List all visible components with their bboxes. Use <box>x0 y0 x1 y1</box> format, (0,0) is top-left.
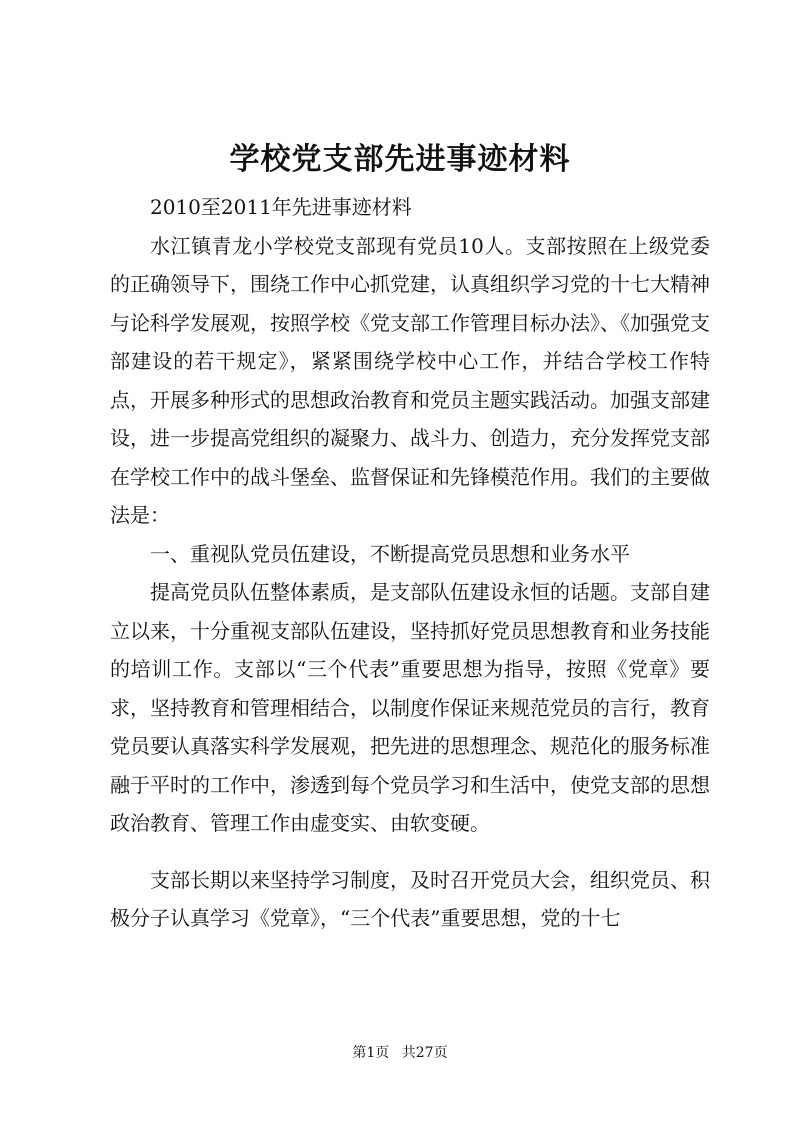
page-number: 第1页 <box>352 1045 390 1061</box>
document-body <box>110 188 710 938</box>
document-title: 学校党支部先进事迹材料 <box>229 142 571 177</box>
page-footer <box>0 1043 800 1063</box>
body-paragraph: 提高党员队伍整体素质，是支部队伍建设永恒的话题。支部自建立以来，十分重视支部队伍建设，坚持抓好党员思想教育和业务技能的培训工作。支部以“三个代表”重要思想为指导，按照《党章》要求，坚持教育和管理相结合，以制度作保证来规范党员的言行，教育党员要认真落实科学发展观，把先进的思想理念、规范化的服务标准融于平时的工作中，渗透到每个党员学习和生活中，使党支部的思想政治教育、管理工作由虚变实、由软变硬。 <box>110 580 710 835</box>
subtitle-paragraph: 2010至2011年先进事迹材料 <box>150 195 412 219</box>
body-paragraph: 支部长期以来坚持学习制度，及时召开党员大会，组织党员、积极分子认真学习《党章》，“三个代表”重要思想，党的十七 <box>110 867 710 930</box>
section-heading: 一、重视队党员伍建设，不断提高党员思想和业务水平 <box>150 541 630 566</box>
page-total: 共27页 <box>401 1045 448 1061</box>
intro-paragraph: 水江镇青龙小学校党支部现有党员10人。支部按照在上级党委的正确领导下，围绕工作中心抓党建，认真组织学习党的十七大精神与论科学发展观，按照学校《党支部工作管理目标办法》、《加强党支部建设的若干规定》，紧紧围绕学校中心工作，并结合学校工作特点，开展多种形式的思想政治教育和党员主题实践活动。加强支部建设，进一步提高党组织的凝聚力、战斗力、创造力，充分发挥党支部在学校工作中的战斗堡垒、监督保证和先锋模范作用。我们的主要做法是： <box>110 233 710 527</box>
